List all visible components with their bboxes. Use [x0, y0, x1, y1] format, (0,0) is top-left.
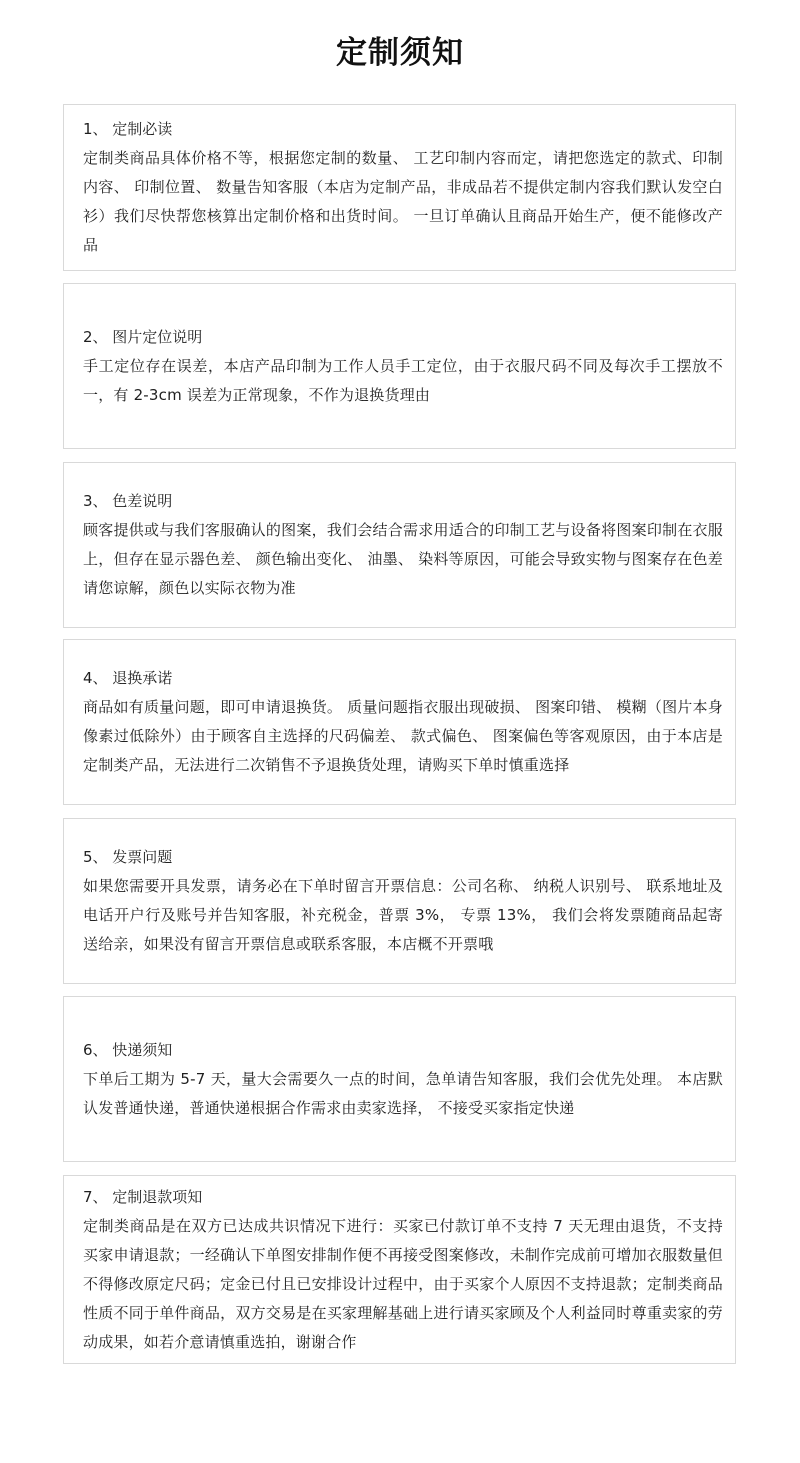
page-title: 定制须知 — [336, 35, 464, 71]
section-body: 定制类商品是在双方已达成共识情况下进行：买家已付款订单不支持 7 天无理由退货，不支持买家申请退款；一经确认下单图安排制作便不再接受图案修改，未制作完成前可增加衣服数量但不得修改原定尺码；定金已付且已安排设计过程中，由于买家个人原因不支持退款；定制类商品性质不同于单件商品，双方交易是在买家理解基础上进行请买家顾及个人利益同时尊重卖家的劳动成果，如若介意请慎重选拍，谢谢合作 — [83, 1216, 723, 1351]
section-body: 手工定位存在误差，本店产品印制为工作人员手工定位，由于衣服尺码不同及每次手工摆放不一，有 2-3cm 误差为正常现象，不作为退换货理由 — [83, 356, 723, 404]
section-heading: 2、 图片定位说明 — [83, 327, 203, 346]
section-body: 定制类商品具体价格不等，根据您定制的数量、 工艺印制内容而定，请把您选定的款式、印制内容、 印制位置、 数量告知客服（本店为定制产品，非成品若不提供定制内容我们默认发空白衫）我们尽快帮您核算出定制价格和出货时间。 一旦订单确认且商品开始生产，便不能修改产品 — [83, 149, 723, 254]
notice-section-image-positioning — [63, 283, 736, 449]
notice-section-return-exchange-policy — [63, 639, 736, 805]
section-body: 商品如有质量问题，即可申请退换货。 质量问题指衣服出现破损、 图案印错、 模糊（图片本身像素过低除外）由于顾客自主选择的尺码偏差、 款式偏色、 图案偏色等客观原因，由于本店是定制类产品，无法进行二次销售不予退换货处理，请购买下单时慎重选择 — [83, 698, 723, 774]
section-body: 下单后工期为 5-7 天，量大会需要久一点的时间，急单请告知客服，我们会优先处理。 本店默认发普通快递，普通快递根据合作需求由卖家选择， 不接受买家指定快递 — [83, 1069, 723, 1117]
section-heading: 4、 退换承诺 — [83, 669, 173, 687]
notice-section-invoice — [63, 818, 736, 984]
section-heading: 1、 定制必读 — [83, 120, 173, 138]
notice-section-color-difference — [63, 462, 736, 628]
section-body: 如果您需要开具发票，请务必在下单时留言开票信息：公司名称、 纳税人识别号、 联系地址及电话开户行及账号并告知客服，补充税金，普票 3%， 专票 13%， 我们会将发票随商品起寄送给亲，如果没有留言开票信息或联系客服，本店概不开票哦 — [83, 877, 723, 953]
section-heading: 7、 定制退款项知 — [83, 1187, 203, 1206]
notice-section-customization-must-read — [63, 104, 736, 271]
section-heading: 6、 快递须知 — [83, 1040, 173, 1059]
section-body: 顾客提供或与我们客服确认的图案，我们会结合需求用适合的印制工艺与设备将图案印制在衣服上，但存在显示器色差、 颜色输出变化、 油墨、 染料等原因，可能会导致实物与图案存在色差请您谅解，颜色以实际衣物为准 — [83, 521, 723, 597]
notice-section-refund-terms — [63, 1175, 736, 1364]
notice-section-shipping — [63, 996, 736, 1162]
section-heading: 3、 色差说明 — [83, 492, 173, 510]
section-heading: 5、 发票问题 — [83, 848, 173, 866]
